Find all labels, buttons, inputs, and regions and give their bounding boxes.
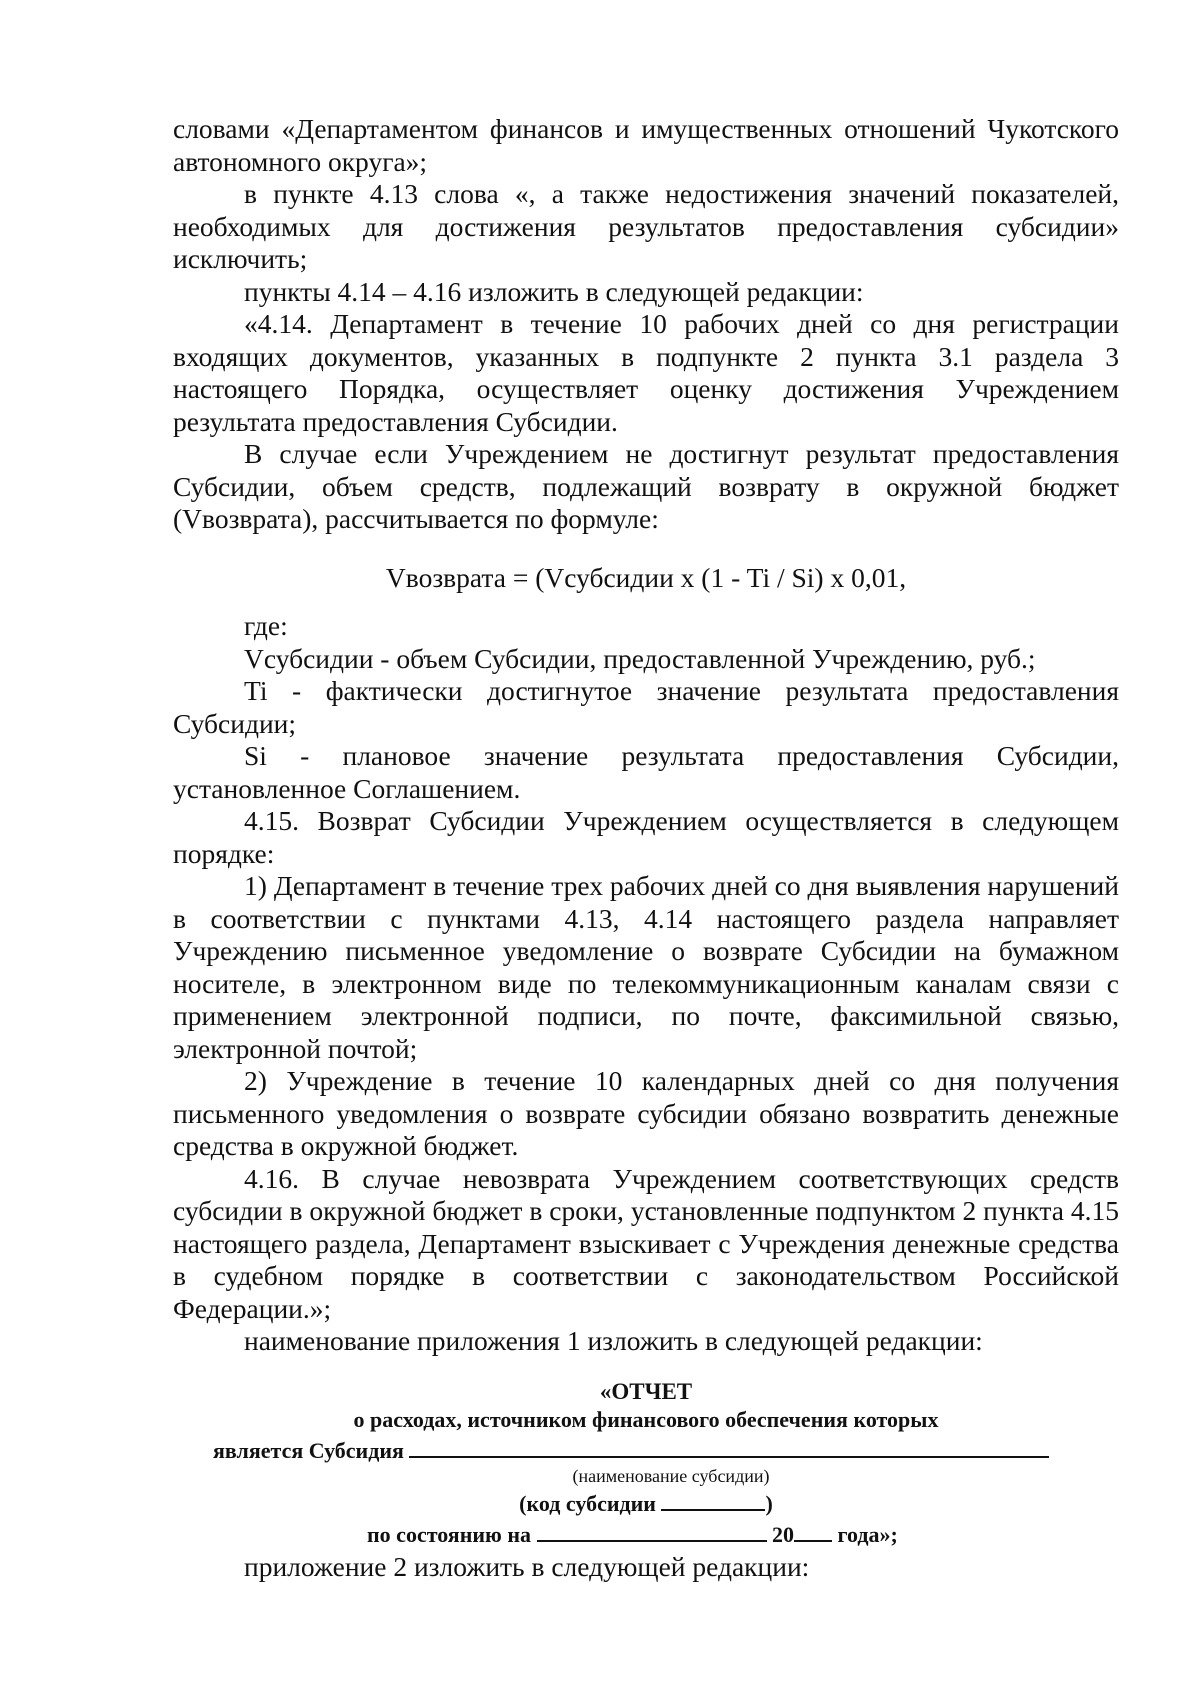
report-code-row <box>173 1487 1119 1518</box>
report-heading <box>173 1378 1119 1549</box>
report-title: «ОТЧЕТ <box>599 1378 693 1404</box>
definition-item: Si - плановое значение результата предоставления Субсидии, установленное Соглашением. <box>173 740 1119 804</box>
report-date-suffix: года»; <box>837 1521 898 1547</box>
definition-item: Vсубсидии - объем Субсидии, предоставленной Учреждению, руб.; <box>244 642 1036 674</box>
paragraph: в пункте 4.13 слова «, а также недостижения значений показателей, необходимых для достижения результатов предоставления субсидии» исключить; <box>173 178 1119 274</box>
blank-line-date <box>537 1518 767 1542</box>
report-date-row <box>173 1518 1119 1549</box>
report-code-label: (код субсидии <box>519 1490 656 1516</box>
blank-line-code <box>661 1487 765 1511</box>
report-date-label: по состоянию на <box>367 1521 532 1547</box>
paragraph: пункты 4.14 – 4.16 изложить в следующей редакции: <box>244 275 864 307</box>
report-subject-label: является Субсидия <box>213 1437 404 1463</box>
definition-intro: где: <box>244 610 288 641</box>
document-page <box>173 113 1119 1583</box>
blank-line-year <box>794 1518 832 1542</box>
report-date-year: 20 <box>772 1521 795 1547</box>
closing-paragraph: приложение 2 изложить в следующей редакции: <box>244 1550 810 1582</box>
paragraph: В случае если Учреждением не достигнут результат предоставления Субсидии, объем средств, подлежащий возврату в окружной бюджет (Vвозврата), рассчитывается по формуле: <box>173 438 1119 534</box>
paragraph: 2) Учреждение в течение 10 календарных дней со дня получения письменного уведомления о возврате субсидии обязано возвратить денежные средства в окружной бюджет. <box>173 1065 1119 1161</box>
blank-line-subsidy-name <box>409 1434 1049 1458</box>
report-subject-row <box>173 1434 1119 1465</box>
report-caption: (наименование субсидии) <box>572 1465 770 1486</box>
paragraph: словами «Департаментом финансов и имущественных отношений Чукотского автономного округа»; <box>173 113 1119 177</box>
formula: Vвозврата = (Vсубсидии x (1 - Ti / Si) x 0,01, <box>385 561 907 593</box>
paragraph: наименование приложения 1 изложить в следующей редакции: <box>244 1325 983 1356</box>
paragraph: 4.15. Возврат Субсидии Учреждением осуществляется в следующем порядке: <box>173 805 1119 869</box>
definition-item: Ti - фактически достигнутое значение результата предоставления Субсидии; <box>173 675 1119 739</box>
paragraph: 1) Департамент в течение трех рабочих дней со дня выявления нарушений в соответствии с пунктами 4.13, 4.14 настоящего раздела направляет Учреждению письменное уведомление о возврате Субсидии на бумажном носителе, в электронном виде по телекоммуникационным каналам связи с применением электронной подписи, по почте, факсимильной связью, электронной почтой; <box>173 870 1119 1064</box>
paragraph: 4.16. В случае невозврата Учреждением соответствующих средств субсидии в окружной бюджет в сроки, установленные подпунктом 2 пункта 4.15 настоящего раздела, Департамент взыскивает с Учреждения денежные средства в судебном порядке в соответствии с законодательством Российской Федерации.»; <box>173 1162 1119 1324</box>
report-code-suffix: ) <box>765 1490 773 1516</box>
report-line-1: о расходах, источником финансового обеспечения которых <box>353 1406 939 1432</box>
paragraph: «4.14. Департамент в течение 10 рабочих дней со дня регистрации входящих документов, указанных в подпункте 2 пункта 3.1 раздела 3 настоящего Порядка, осуществляет оценку достижения Учреждением результата предоставления Субсидии. <box>173 308 1119 437</box>
